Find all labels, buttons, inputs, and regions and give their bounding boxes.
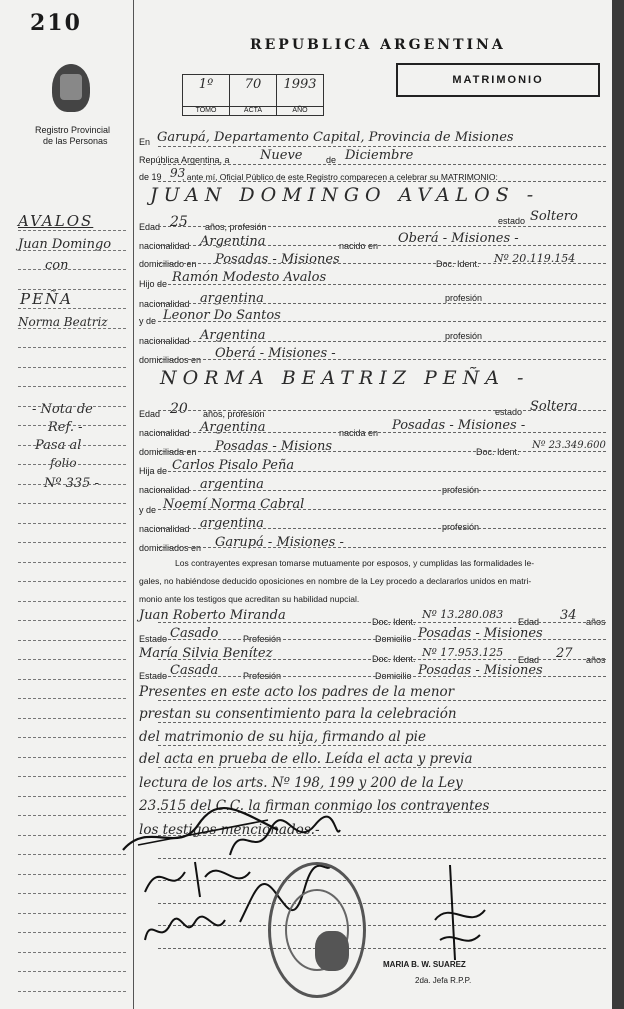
registry-name-line1: Registro Provincial xyxy=(35,125,111,135)
margin-rule xyxy=(18,893,126,894)
groom-nac-label: nacionalidad xyxy=(139,241,190,251)
registry-name-line2: de las Personas xyxy=(43,136,108,146)
groom-mother-nacionalidad: Argentina xyxy=(200,328,266,343)
bride-parents-domicilio: Garupá - Misiones - xyxy=(215,535,344,550)
groom-nac2-label: nacionalidad xyxy=(139,336,190,346)
witness2-edad-label: Edad xyxy=(518,655,540,665)
witness2-doc: Nº 17.953.125 xyxy=(422,646,504,659)
groom-nacionalidad: Argentina xyxy=(200,234,266,249)
intro-year: 93 xyxy=(170,166,186,180)
witness2-anos: años xyxy=(586,655,606,665)
bride-doc: Nº 23.349.600 xyxy=(532,440,606,451)
note-line-6: 23.515 del C.C. la firman conmigo los contrayentes xyxy=(139,798,490,814)
intro-day: Nueve xyxy=(260,148,303,163)
margin-rule xyxy=(18,542,126,543)
body-rule xyxy=(158,181,606,182)
body-rule xyxy=(158,410,606,411)
tomo-value: 1º xyxy=(198,77,214,92)
page-edge xyxy=(612,0,624,1009)
groom-dom-label: domiciliado en xyxy=(139,259,197,269)
acta-label: ACTA xyxy=(230,106,276,114)
bride-father-nacionalidad: argentina xyxy=(200,477,264,492)
margin-rule xyxy=(18,464,126,465)
formal-text-1: Los contrayentes expresan tomarse mutuamente por esposos, y cumplidas las formalidades le- xyxy=(175,558,535,568)
witness1-edad-label: Edad xyxy=(518,617,540,627)
body-rule xyxy=(158,509,606,510)
witness2-estado: Casada xyxy=(170,663,219,678)
body-rule xyxy=(158,790,606,791)
bride-full-name: NORMA BEATRIZ PEÑA - xyxy=(160,367,530,389)
margin-rule xyxy=(18,952,126,953)
groom-doc-label: Doc. Ident. xyxy=(436,259,480,269)
note-line-5: lectura de los arts. Nº 198, 199 y 200 de la Ley xyxy=(139,775,463,791)
body-rule xyxy=(158,451,606,452)
groom-estado-label: estado xyxy=(498,216,526,226)
margin-rule xyxy=(18,698,126,699)
witness2-doc-label: Doc. Ident. xyxy=(372,654,416,664)
coat-of-arms-icon xyxy=(52,64,90,112)
bride-edad-label: Edad xyxy=(139,409,161,419)
margin-note-3: Pasa al xyxy=(35,438,82,453)
officer-title: 2da. Jefa R.P.P. xyxy=(415,976,472,985)
margin-rule xyxy=(18,250,126,251)
bride-nacida: Posadas - Misiones - xyxy=(392,418,526,433)
body-rule xyxy=(158,639,606,640)
groom-edad-label: Edad xyxy=(139,222,161,232)
tomo-label: TOMO xyxy=(183,106,229,114)
groom-domicilio: Posadas - Misiones xyxy=(215,252,340,267)
intro-month: Diciembre xyxy=(345,148,414,163)
signature-officer xyxy=(430,860,490,970)
groom-prof2-label: profesión xyxy=(445,331,483,341)
margin-rule xyxy=(18,718,126,719)
margin-note-4: folio xyxy=(50,456,77,470)
body-rule xyxy=(158,303,606,304)
margin-rule xyxy=(18,503,126,504)
body-rule xyxy=(158,676,606,677)
witness2-prof-label: Profesión xyxy=(243,671,282,681)
margin-rule xyxy=(18,289,126,290)
groom-doc: Nº 20.119.154 xyxy=(494,252,576,265)
margin-rule xyxy=(18,601,126,602)
body-rule xyxy=(158,432,606,433)
bride-dom-label: domiciliada en xyxy=(139,447,197,457)
bride-doms-label: domiciliados en xyxy=(139,543,202,553)
bride-nac-label: nacionalidad xyxy=(139,428,190,438)
margin-note-1: - Nota de xyxy=(32,402,93,417)
body-rule xyxy=(158,284,606,285)
ano-label: AÑO xyxy=(277,106,323,114)
margin-bride-surname: PEÑA xyxy=(20,290,73,308)
margin-rule xyxy=(18,757,126,758)
body-rule xyxy=(158,164,606,165)
margin-groom-surname: AVALOS xyxy=(18,212,94,230)
margin-note-2: Ref. - xyxy=(48,420,83,435)
intro-de19: de 19 xyxy=(139,172,162,182)
body-rule xyxy=(158,722,606,723)
note-line-2: prestan su consentimiento para la celebración xyxy=(139,706,457,722)
margin-rule xyxy=(18,796,126,797)
intro-rest: , ante mí, Oficial Público de este Registro comparecen a celebrar su MATRIMONIO: xyxy=(182,172,498,182)
body-rule xyxy=(158,767,606,768)
margin-rule xyxy=(18,815,126,816)
margin-rule xyxy=(18,269,126,270)
margin-rule xyxy=(18,484,126,485)
margin-rule xyxy=(18,776,126,777)
witness1-edad: 34 xyxy=(560,608,577,623)
note-line-7: los testigos mencionados.- xyxy=(139,822,320,838)
witness2-edad: 27 xyxy=(556,646,573,661)
witness1-dom-label: Domicilio xyxy=(375,634,412,644)
bride-mother-nacionalidad: argentina xyxy=(200,516,264,531)
bride-nac1-label: nacionalidad xyxy=(139,485,190,495)
witness2-domicilio: Posadas - Misiones xyxy=(418,663,543,678)
groom-nacido-label: nacido en xyxy=(339,241,379,251)
body-rule xyxy=(158,528,606,529)
margin-rule xyxy=(18,874,126,875)
ano-value: 1993 xyxy=(283,77,317,92)
margin-rule xyxy=(18,659,126,660)
witness1-doc: Nº 13.280.083 xyxy=(422,608,504,621)
bride-estado: Soltera xyxy=(530,399,578,414)
margin-rule xyxy=(18,230,126,231)
formal-text-2: gales, no habiéndose deducido oposiciones en nombre de la Ley procedo a declararlos unidos en matri- xyxy=(139,576,532,586)
margin-rule xyxy=(18,308,126,309)
bride-hija-label: Hija de xyxy=(139,466,168,476)
intro-de: de xyxy=(326,155,337,165)
margin-rule xyxy=(18,679,126,680)
margin-rule xyxy=(18,523,126,524)
groom-edad: 25 xyxy=(170,214,188,230)
official-seal-icon xyxy=(268,862,366,998)
bride-prof1-label: profesión xyxy=(442,485,480,495)
groom-parents-domicilio: Oberá - Misiones - xyxy=(215,346,336,361)
margin-rule xyxy=(18,386,126,387)
intro-republica: República Argentina, a xyxy=(139,155,230,165)
witness1-name: Juan Roberto Miranda xyxy=(139,608,286,623)
groom-mother: Leonor Do Santos xyxy=(163,308,281,323)
groom-father: Ramón Modesto Avalos xyxy=(172,270,327,285)
bride-estado-label: estado xyxy=(495,407,523,417)
witness1-doc-label: Doc. Ident. xyxy=(372,617,416,627)
body-rule xyxy=(158,745,606,746)
body-rule xyxy=(158,490,606,491)
margin-rule xyxy=(18,406,126,407)
bride-prof2-label: profesión xyxy=(442,522,480,532)
country-title: REPUBLICA ARGENTINA xyxy=(250,37,506,53)
body-rule xyxy=(158,341,606,342)
margin-rule xyxy=(18,620,126,621)
witness1-estado: Casado xyxy=(170,626,219,641)
witness1-prof-label: Profesión xyxy=(243,634,282,644)
bride-nacida-label: nacida en xyxy=(339,428,379,438)
witness1-domicilio: Posadas - Misiones xyxy=(418,626,543,641)
acta-value: 70 xyxy=(244,77,262,92)
margin-con: con xyxy=(45,258,69,273)
margin-note-5: Nº 335 - xyxy=(44,476,99,491)
witness2-dom-label: Domicilio xyxy=(375,671,412,681)
witness1-estado-label: Estado xyxy=(139,634,168,644)
margin-rule xyxy=(18,737,126,738)
note-line-4: del acta en prueba de ello. Leída el acta y previa xyxy=(139,751,473,767)
groom-yde-label: y de xyxy=(139,316,157,326)
signature-parent xyxy=(140,910,230,950)
groom-hijo-label: Hijo de xyxy=(139,279,168,289)
note-line-3: del matrimonio de su hija, firmando al pie xyxy=(139,729,426,745)
body-rule xyxy=(158,321,606,322)
margin-rule xyxy=(18,835,126,836)
margin-rule xyxy=(18,640,126,641)
bride-domicilio: Posadas - Misions xyxy=(215,439,333,454)
bride-yde-label: y de xyxy=(139,505,157,515)
margin-groom-names: Juan Domingo xyxy=(18,237,112,252)
body-rule xyxy=(158,471,606,472)
groom-prof1-label: profesión xyxy=(445,293,483,303)
record-reference-box xyxy=(182,74,324,116)
bride-anos-profesion: años, profesión xyxy=(203,409,265,419)
margin-rule xyxy=(18,854,126,855)
bride-father: Carlos Pisalo Peña xyxy=(172,458,295,473)
body-rule xyxy=(158,263,606,264)
body-rule xyxy=(158,359,606,360)
intro-en: En xyxy=(139,137,151,147)
groom-full-name: JUAN DOMINGO AVALOS - xyxy=(150,184,540,206)
margin-rule xyxy=(18,971,126,972)
body-rule xyxy=(158,700,606,701)
groom-doms-label: domiciliados en xyxy=(139,355,202,365)
bride-nacionalidad: Argentina xyxy=(200,420,266,435)
groom-father-nacionalidad: argentina xyxy=(200,291,264,306)
page-number: 210 xyxy=(30,10,82,36)
formal-text-3: monio ante los testigos que acreditan su habilidad nupcial. xyxy=(139,594,360,604)
bride-doc-label: Doc. Ident. xyxy=(476,447,520,457)
witness1-anos: años xyxy=(586,617,606,627)
bride-mother: Noemí Norma Cabral xyxy=(163,497,305,512)
note-line-1: Presentes en este acto los padres de la menor xyxy=(139,684,455,700)
body-rule xyxy=(158,659,606,660)
body-rule xyxy=(158,547,606,548)
bride-edad: 20 xyxy=(170,401,188,417)
margin-rule xyxy=(18,445,126,446)
body-rule xyxy=(158,146,606,147)
intro-place: Garupá, Departamento Capital, Provincia de Misiones xyxy=(157,130,514,145)
witness2-name: María Silvia Benítez xyxy=(139,646,273,661)
margin-rule xyxy=(18,991,126,992)
groom-anos-profesion: años, profesión xyxy=(205,222,267,232)
body-rule xyxy=(158,622,606,623)
bride-nac2-label: nacionalidad xyxy=(139,524,190,534)
document-type-box: MATRIMONIO xyxy=(396,63,600,97)
margin-rule xyxy=(18,562,126,563)
margin-rule xyxy=(18,581,126,582)
margin-rule xyxy=(18,328,126,329)
margin-rule xyxy=(18,347,126,348)
officer-name: MARIA B. W. SUAREZ xyxy=(383,960,466,969)
body-rule xyxy=(158,226,606,227)
groom-estado: Soltero xyxy=(530,209,578,224)
groom-nac1-label: nacionalidad xyxy=(139,299,190,309)
margin-rule xyxy=(18,425,126,426)
margin-bride-names: Norma Beatriz xyxy=(18,315,108,329)
groom-nacido: Oberá - Misiones - xyxy=(398,231,519,246)
witness2-estado-label: Estado xyxy=(139,671,168,681)
body-rule xyxy=(158,245,606,246)
margin-rule xyxy=(18,367,126,368)
body-rule xyxy=(158,903,606,904)
margin-rule xyxy=(18,932,126,933)
margin-rule xyxy=(18,913,126,914)
